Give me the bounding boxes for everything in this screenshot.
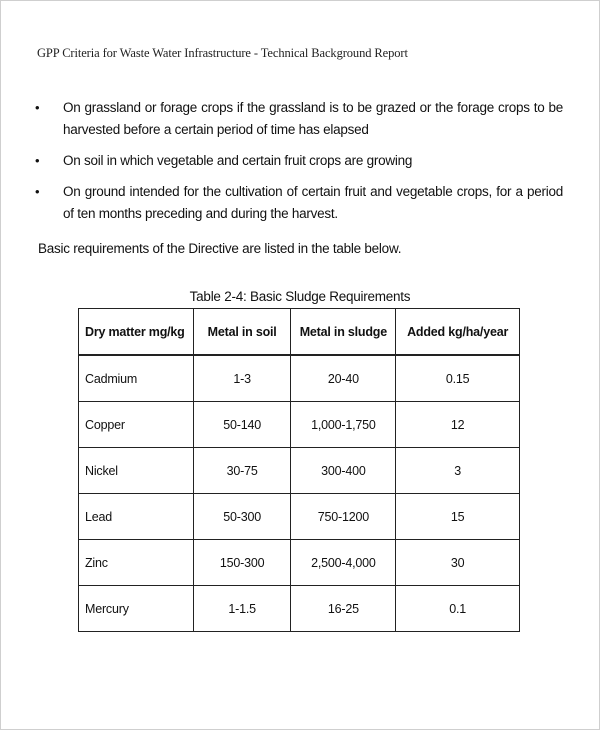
column-header: Added kg/ha/year [396, 309, 520, 356]
list-item-text: On ground intended for the cultivation of certain fruit and vegetable crops, for a period of ten months preceding and during the harvest. [63, 184, 563, 221]
table-row [79, 540, 520, 586]
column-header: Dry matter mg/kg [79, 309, 194, 356]
table-row [79, 355, 520, 402]
table-row [79, 402, 520, 448]
table-cell: 0.15 [396, 355, 520, 402]
table-cell: Lead [79, 494, 194, 540]
list-item [33, 181, 563, 225]
sludge-requirements-table [78, 308, 520, 632]
table-cell: 15 [396, 494, 520, 540]
table-row [79, 448, 520, 494]
page-header: GPP Criteria for Waste Water Infrastructure - Technical Background Report [37, 46, 408, 60]
table-cell: Zinc [79, 540, 194, 586]
bullet-icon: • [35, 184, 40, 199]
table-cell: 50-140 [193, 402, 291, 448]
table-cell: 12 [396, 402, 520, 448]
table-cell: Mercury [79, 586, 194, 632]
table-header-row [79, 309, 520, 356]
table-caption: Table 2-4: Basic Sludge Requirements [189, 289, 411, 304]
column-header: Metal in soil [193, 309, 291, 356]
table-row [79, 586, 520, 632]
table-cell: Nickel [79, 448, 194, 494]
table-cell: 1,000-1,750 [291, 402, 396, 448]
table-cell: 1-1.5 [193, 586, 291, 632]
table-cell: 16-25 [291, 586, 396, 632]
list-item [33, 97, 563, 141]
table-cell: 30 [396, 540, 520, 586]
intro-paragraph: Basic requirements of the Directive are listed in the table below. [38, 241, 402, 256]
column-header: Metal in sludge [291, 309, 396, 356]
bullet-icon: • [35, 100, 40, 115]
table-cell: 30-75 [193, 448, 291, 494]
list-item [33, 150, 563, 172]
table-cell: Copper [79, 402, 194, 448]
table-cell: Cadmium [79, 355, 194, 402]
bullet-icon: • [35, 153, 40, 168]
table-row [79, 494, 520, 540]
table-cell: 1-3 [193, 355, 291, 402]
table-cell: 2,500-4,000 [291, 540, 396, 586]
table-cell: 150-300 [193, 540, 291, 586]
table-cell: 50-300 [193, 494, 291, 540]
bullet-list [33, 97, 563, 234]
list-item-text: On grassland or forage crops if the grassland is to be grazed or the forage crops to be harvested before a certain period of time has elapsed [63, 100, 563, 137]
table-cell: 3 [396, 448, 520, 494]
table-cell: 750-1200 [291, 494, 396, 540]
table-cell: 0.1 [396, 586, 520, 632]
list-item-text: On soil in which vegetable and certain fruit crops are growing [63, 153, 413, 168]
table-cell: 300-400 [291, 448, 396, 494]
table-cell: 20-40 [291, 355, 396, 402]
